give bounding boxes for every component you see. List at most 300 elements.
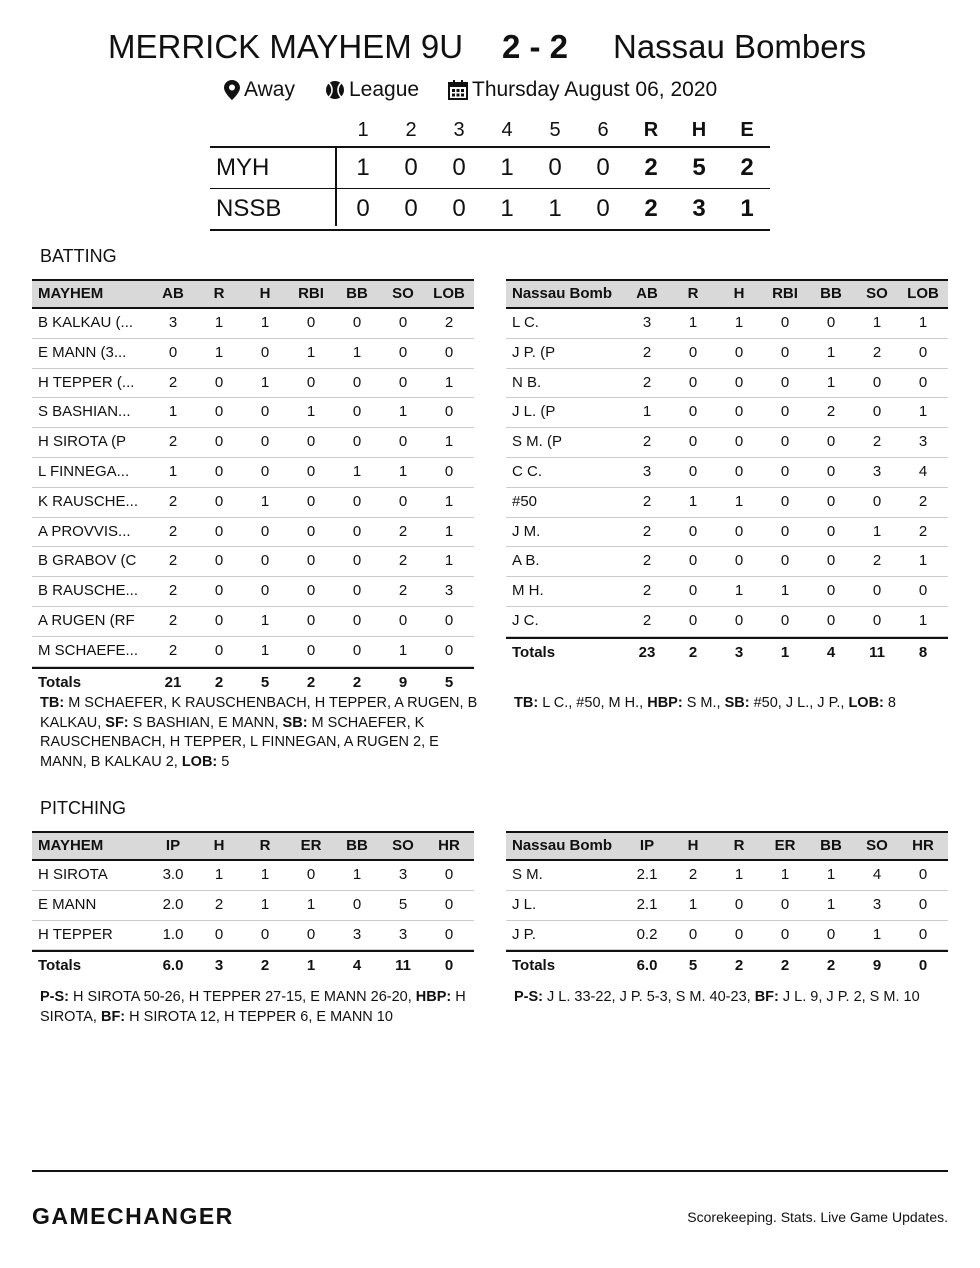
table-cell: 0 (826, 492, 836, 510)
linescore-header: 4 (501, 119, 513, 141)
table-cell: 11 (395, 957, 411, 975)
table-cell: 2 (398, 582, 408, 600)
column-header: SO (866, 837, 888, 854)
column-header: H (733, 285, 745, 302)
table-cell: 0 (214, 582, 224, 600)
table-cell: 0 (826, 552, 836, 570)
table-row (506, 518, 948, 548)
table-cell: 1 (306, 343, 316, 361)
table-cell: 1 (734, 492, 744, 510)
table-row (32, 891, 474, 921)
table-cell: 2 (168, 552, 178, 570)
table-cell: 0 (352, 641, 362, 659)
table-cell: Totals (38, 673, 82, 691)
table-cell: 1 (260, 611, 270, 629)
totals-row (506, 637, 948, 668)
table-cell: 1 (398, 403, 408, 421)
column-header: SO (866, 285, 888, 302)
table-cell: 1 (642, 403, 652, 421)
table-row (32, 428, 474, 458)
player-name: L FINNEGA... (38, 462, 130, 480)
table-cell: Totals (512, 957, 556, 975)
table-cell: 9 (398, 673, 408, 691)
note-text: 5 (217, 753, 230, 770)
table-cell: 0 (398, 314, 408, 331)
column-header: AB (636, 285, 658, 302)
home-pitching-table (32, 831, 474, 981)
player-name: H SIROTA (P (38, 433, 127, 451)
linescore-cell: 0 (548, 154, 562, 181)
linescore-team: MYH (216, 154, 270, 181)
linescore-row (210, 189, 770, 231)
location-text: Away (244, 78, 295, 101)
home-batting-notes (40, 694, 480, 772)
footer-divider (32, 1170, 948, 1172)
table-cell: 2 (642, 582, 652, 600)
table-cell: 1 (918, 611, 928, 629)
away-team-name: Nassau Bombers (613, 28, 867, 65)
player-name: J M. (512, 522, 541, 540)
table-cell: Totals (38, 957, 82, 975)
column-header: LOB (433, 285, 465, 302)
table-cell: 0 (214, 492, 224, 510)
note-text: H SIROTA 50-26, H TEPPER 27-15, E MANN 26-20, (69, 989, 416, 1005)
totals-row (506, 950, 948, 981)
table-row (506, 428, 948, 458)
table-cell: 2 (688, 643, 698, 661)
table-cell: 0 (306, 433, 316, 451)
linescore-cell: 1 (500, 154, 514, 181)
table-cell: 2 (306, 673, 316, 691)
table-cell: 3 (734, 643, 744, 661)
linescore-table (210, 114, 770, 231)
table-cell: 1 (444, 522, 454, 540)
table-cell: 0 (918, 957, 928, 975)
note-text: M SCHAEFER, K RAUSCHENBACH, H TEPPER, L FINNEGAN, A RUGEN 2, E MANN, B KALKAU 2, (40, 714, 439, 770)
table-cell: 1 (260, 373, 270, 391)
table-cell: 2 (826, 957, 836, 975)
table-cell: 1 (306, 895, 316, 913)
table-cell: 2 (214, 673, 224, 691)
table-cell: 0 (260, 403, 270, 421)
table-cell: 1 (214, 866, 224, 883)
table-cell: 0 (352, 552, 362, 570)
game-score: 2 - 2 (502, 28, 569, 65)
table-cell: 1 (780, 643, 790, 661)
totals-row (32, 950, 474, 981)
table-cell: 0 (352, 373, 362, 391)
table-cell: 0 (444, 343, 454, 361)
linescore-header: 1 (357, 119, 369, 141)
player-name: S BASHIAN... (38, 403, 131, 421)
table-cell: 0 (306, 492, 316, 510)
linescore-header: 6 (597, 119, 609, 141)
player-name: J P. (P (512, 343, 556, 361)
table-cell: 2 (398, 552, 408, 570)
table-cell: 1 (444, 373, 454, 391)
table-cell: 5 (398, 895, 408, 913)
linescore-cell: 0 (452, 154, 466, 181)
table-row (32, 861, 474, 891)
table-cell: 2 (398, 522, 408, 540)
table-body (32, 309, 474, 667)
table-cell: 2 (642, 552, 652, 570)
table-cell: 0 (444, 957, 454, 975)
table-cell: 1.0 (162, 925, 184, 943)
table-cell: 3 (214, 957, 224, 975)
note-label: P-S: (514, 989, 543, 1005)
note-text: L C., #50, M H., (538, 695, 648, 711)
game-title-row (0, 28, 980, 76)
table-cell: 0 (352, 522, 362, 540)
table-cell: 0 (688, 611, 698, 629)
table-cell: 0 (214, 552, 224, 570)
calendar-icon (448, 80, 468, 100)
table-cell: 0 (306, 641, 316, 659)
table-cell: 2 (168, 433, 178, 451)
column-header: BB (346, 837, 368, 854)
table-cell: 1 (444, 492, 454, 510)
linescore-header: 2 (405, 119, 417, 141)
table-cell: 0 (918, 866, 928, 883)
linescore-header: 5 (549, 119, 561, 141)
table-cell: 0 (780, 403, 790, 421)
table-cell: 1 (260, 492, 270, 510)
player-name: J L. (512, 895, 537, 913)
table-body (32, 861, 474, 950)
table-cell: 0 (352, 403, 362, 421)
player-name: J P. (512, 925, 536, 943)
linescore-header: H (691, 119, 707, 141)
table-cell: 0 (306, 925, 316, 943)
table-cell: 0 (352, 433, 362, 451)
linescore-team: NSSB (216, 195, 282, 222)
table-header-row (32, 279, 474, 309)
note-text: H SIROTA 12, H TEPPER 6, E MANN 10 (125, 1008, 393, 1025)
table-cell: 0 (306, 522, 316, 540)
note-label: HBP: (415, 989, 452, 1005)
table-cell: 0 (918, 895, 928, 913)
table-cell: 6.0 (636, 957, 658, 975)
table-cell: 0 (734, 895, 744, 913)
location-meta (224, 78, 295, 102)
table-cell: 0 (444, 866, 454, 883)
table-cell: 1 (826, 343, 836, 361)
table-cell: 0 (780, 492, 790, 510)
table-cell: 1 (444, 433, 454, 451)
table-row (506, 861, 948, 891)
table-cell: 0 (734, 925, 744, 943)
table-row (32, 577, 474, 607)
player-name: L C. (512, 314, 539, 331)
table-cell: 1 (734, 314, 744, 331)
table-row (32, 458, 474, 488)
column-header: RBI (772, 285, 798, 302)
table-cell: 0 (688, 522, 698, 540)
table-cell: 0 (780, 462, 790, 480)
totals-row (32, 667, 474, 698)
table-cell: 1 (826, 895, 836, 913)
table-cell: 0 (306, 552, 316, 570)
table-cell: 2 (918, 522, 928, 540)
table-cell: 0 (214, 373, 224, 391)
table-cell: 0 (872, 611, 882, 629)
table-cell: 0 (260, 433, 270, 451)
linescore-header-row (210, 114, 770, 148)
away-pitching-table (506, 831, 948, 981)
column-header: BB (820, 285, 842, 302)
table-cell: 5 (444, 673, 454, 691)
table-row (506, 607, 948, 637)
table-cell: 3 (918, 433, 928, 451)
table-cell: 1 (260, 895, 270, 913)
table-cell: 2 (918, 492, 928, 510)
table-cell: 0 (734, 552, 744, 570)
table-cell: 0 (260, 552, 270, 570)
table-cell: 0 (398, 492, 408, 510)
table-cell: 0 (872, 582, 882, 600)
table-cell: 0 (398, 611, 408, 629)
table-cell: 0 (872, 492, 882, 510)
player-name: B KALKAU (... (38, 314, 134, 331)
column-header: MAYHEM (38, 837, 104, 854)
away-batting-table (506, 279, 948, 668)
table-cell: 0 (826, 314, 836, 331)
table-cell: 0 (306, 611, 316, 629)
table-cell: 0 (734, 343, 744, 361)
player-name: H TEPPER (38, 925, 113, 943)
table-cell: 2 (642, 492, 652, 510)
table-cell: 3.0 (162, 866, 184, 883)
table-cell: 0 (826, 462, 836, 480)
linescore-cell: 0 (404, 195, 418, 222)
table-cell: 0 (826, 582, 836, 600)
player-name: A B. (512, 552, 540, 570)
table-cell: 0 (214, 611, 224, 629)
table-cell: 0 (734, 611, 744, 629)
table-row (32, 398, 474, 428)
table-cell: 2 (734, 957, 744, 975)
note-label: BF: (100, 1008, 126, 1025)
column-header: Nassau Bomb (512, 837, 613, 854)
table-cell: 4 (872, 866, 882, 883)
table-cell: 0 (872, 403, 882, 421)
table-cell: 1 (826, 373, 836, 391)
table-cell: 0 (306, 373, 316, 391)
table-row (32, 607, 474, 637)
column-header: LOB (907, 285, 939, 302)
table-cell: 1 (352, 462, 362, 480)
table-cell: 0 (918, 925, 928, 943)
table-row (32, 637, 474, 667)
linescore-cell: 0 (452, 195, 466, 222)
table-cell: 0 (826, 433, 836, 451)
table-row (32, 309, 474, 339)
table-body (506, 309, 948, 637)
note-text: 8 (883, 695, 896, 711)
linescore-header: R (643, 119, 659, 141)
table-cell: 0 (444, 403, 454, 421)
column-header: ER (774, 837, 796, 854)
player-name: S M. (512, 866, 543, 883)
table-cell: 0 (260, 582, 270, 600)
table-cell: 0 (398, 343, 408, 361)
linescore-cell: 1 (548, 195, 562, 222)
table-cell: 0 (918, 373, 928, 391)
table-cell: 1 (306, 957, 316, 975)
player-name: B GRABOV (C (38, 552, 137, 570)
table-row (506, 369, 948, 399)
table-cell: 1 (872, 314, 882, 331)
player-name: J L. (P (512, 403, 556, 421)
table-cell: 3 (642, 314, 652, 331)
column-header: ER (300, 837, 322, 854)
table-row (32, 488, 474, 518)
table-cell: 9 (872, 957, 882, 975)
table-cell: 0 (352, 611, 362, 629)
column-header: HR (438, 837, 460, 854)
column-header: BB (346, 285, 368, 302)
column-header: H (687, 837, 699, 854)
away-batting-notes (514, 694, 950, 714)
table-cell: 0 (780, 343, 790, 361)
table-body (506, 861, 948, 950)
table-cell: 2 (168, 492, 178, 510)
table-row (506, 398, 948, 428)
column-header: H (213, 837, 225, 854)
table-cell: 2 (642, 343, 652, 361)
table-cell: 1 (398, 641, 408, 659)
note-label: LOB: (181, 753, 218, 770)
away-pitching-notes (514, 988, 950, 1008)
table-cell: 1 (352, 343, 362, 361)
home-batting-table (32, 279, 474, 697)
batting-section-label: BATTING (40, 246, 117, 266)
table-cell: 1 (398, 462, 408, 480)
linescore-runs: 2 (644, 154, 658, 181)
player-name: J C. (512, 611, 539, 629)
table-cell: 2 (168, 373, 178, 391)
footer-tagline: Scorekeeping. Stats. Live Game Updates. (687, 1209, 948, 1225)
table-cell: 0 (780, 373, 790, 391)
player-name: M H. (512, 582, 544, 600)
table-cell: 2.0 (162, 895, 184, 913)
table-cell: 0 (826, 522, 836, 540)
note-label: TB: (40, 695, 65, 711)
linescore-cell: 0 (596, 154, 610, 181)
table-header-row (506, 279, 948, 309)
table-row (32, 518, 474, 548)
table-cell: 0 (352, 895, 362, 913)
table-cell: 4 (352, 957, 362, 975)
table-cell: 2 (872, 433, 882, 451)
table-cell: 0 (260, 343, 270, 361)
game-type-text: League (349, 78, 420, 101)
note-label: TB: (514, 695, 539, 711)
table-cell: 1 (214, 343, 224, 361)
table-cell: 3 (168, 314, 178, 331)
column-header: R (687, 285, 699, 302)
table-cell: 2 (826, 403, 836, 421)
linescore-header: 3 (453, 119, 465, 141)
table-cell: 2.1 (636, 895, 658, 913)
table-cell: 8 (918, 643, 928, 661)
table-cell: 0 (168, 343, 178, 361)
table-cell: 0 (780, 522, 790, 540)
column-header: BB (820, 837, 842, 854)
table-cell: 0 (872, 373, 882, 391)
table-cell: 3 (642, 462, 652, 480)
game-meta-row (0, 78, 980, 108)
player-name: C C. (512, 462, 542, 480)
column-header: H (259, 285, 271, 302)
table-cell: 1 (780, 866, 790, 883)
note-label: BF: (754, 989, 779, 1005)
table-cell: 0 (688, 373, 698, 391)
linescore-runs: 2 (644, 195, 658, 222)
linescore-errors: 1 (740, 195, 754, 222)
table-cell: 3 (444, 582, 454, 600)
table-cell: 1 (918, 314, 928, 331)
player-name: A RUGEN (RF (38, 611, 135, 629)
table-cell: 0 (734, 522, 744, 540)
table-cell: 6.0 (162, 957, 184, 975)
table-header-row (506, 831, 948, 861)
player-name: K RAUSCHE... (38, 492, 139, 510)
table-cell: 3 (872, 895, 882, 913)
table-cell: 0 (306, 582, 316, 600)
note-label: SB: (724, 695, 750, 711)
note-text: H SIROTA, (40, 989, 466, 1025)
table-cell: 1 (688, 492, 698, 510)
table-cell: 4 (918, 462, 928, 480)
table-cell: 0 (688, 552, 698, 570)
table-cell: 0 (826, 925, 836, 943)
table-cell: 0 (734, 403, 744, 421)
table-cell: 0 (214, 522, 224, 540)
linescore-row (210, 148, 770, 189)
table-cell: 3 (352, 925, 362, 943)
table-cell: 0 (918, 343, 928, 361)
table-cell: 3 (398, 866, 408, 883)
table-cell: 2 (642, 373, 652, 391)
table-cell: 2 (688, 866, 698, 883)
table-cell: 0 (780, 552, 790, 570)
player-name: H SIROTA (38, 866, 108, 883)
table-cell: 2 (168, 611, 178, 629)
home-team-name: MERRICK MAYHEM 9U (108, 28, 464, 65)
table-cell: 2 (214, 895, 224, 913)
column-header: RBI (298, 285, 324, 302)
table-cell: 1 (872, 925, 882, 943)
table-cell: 0 (260, 462, 270, 480)
column-header: IP (639, 837, 655, 854)
table-row (32, 369, 474, 399)
table-cell: 11 (869, 643, 885, 661)
table-cell: 0 (214, 433, 224, 451)
note-label: SF: (105, 714, 129, 731)
table-cell: 1 (688, 895, 698, 913)
table-cell: 0 (826, 611, 836, 629)
table-cell: 1 (444, 552, 454, 570)
table-row (506, 458, 948, 488)
player-name: E MANN (38, 895, 97, 913)
table-cell: 2.1 (636, 866, 658, 883)
table-cell: 0 (780, 314, 790, 331)
table-cell: 0 (780, 611, 790, 629)
linescore-cell: 0 (404, 154, 418, 181)
table-cell: 0 (444, 462, 454, 480)
